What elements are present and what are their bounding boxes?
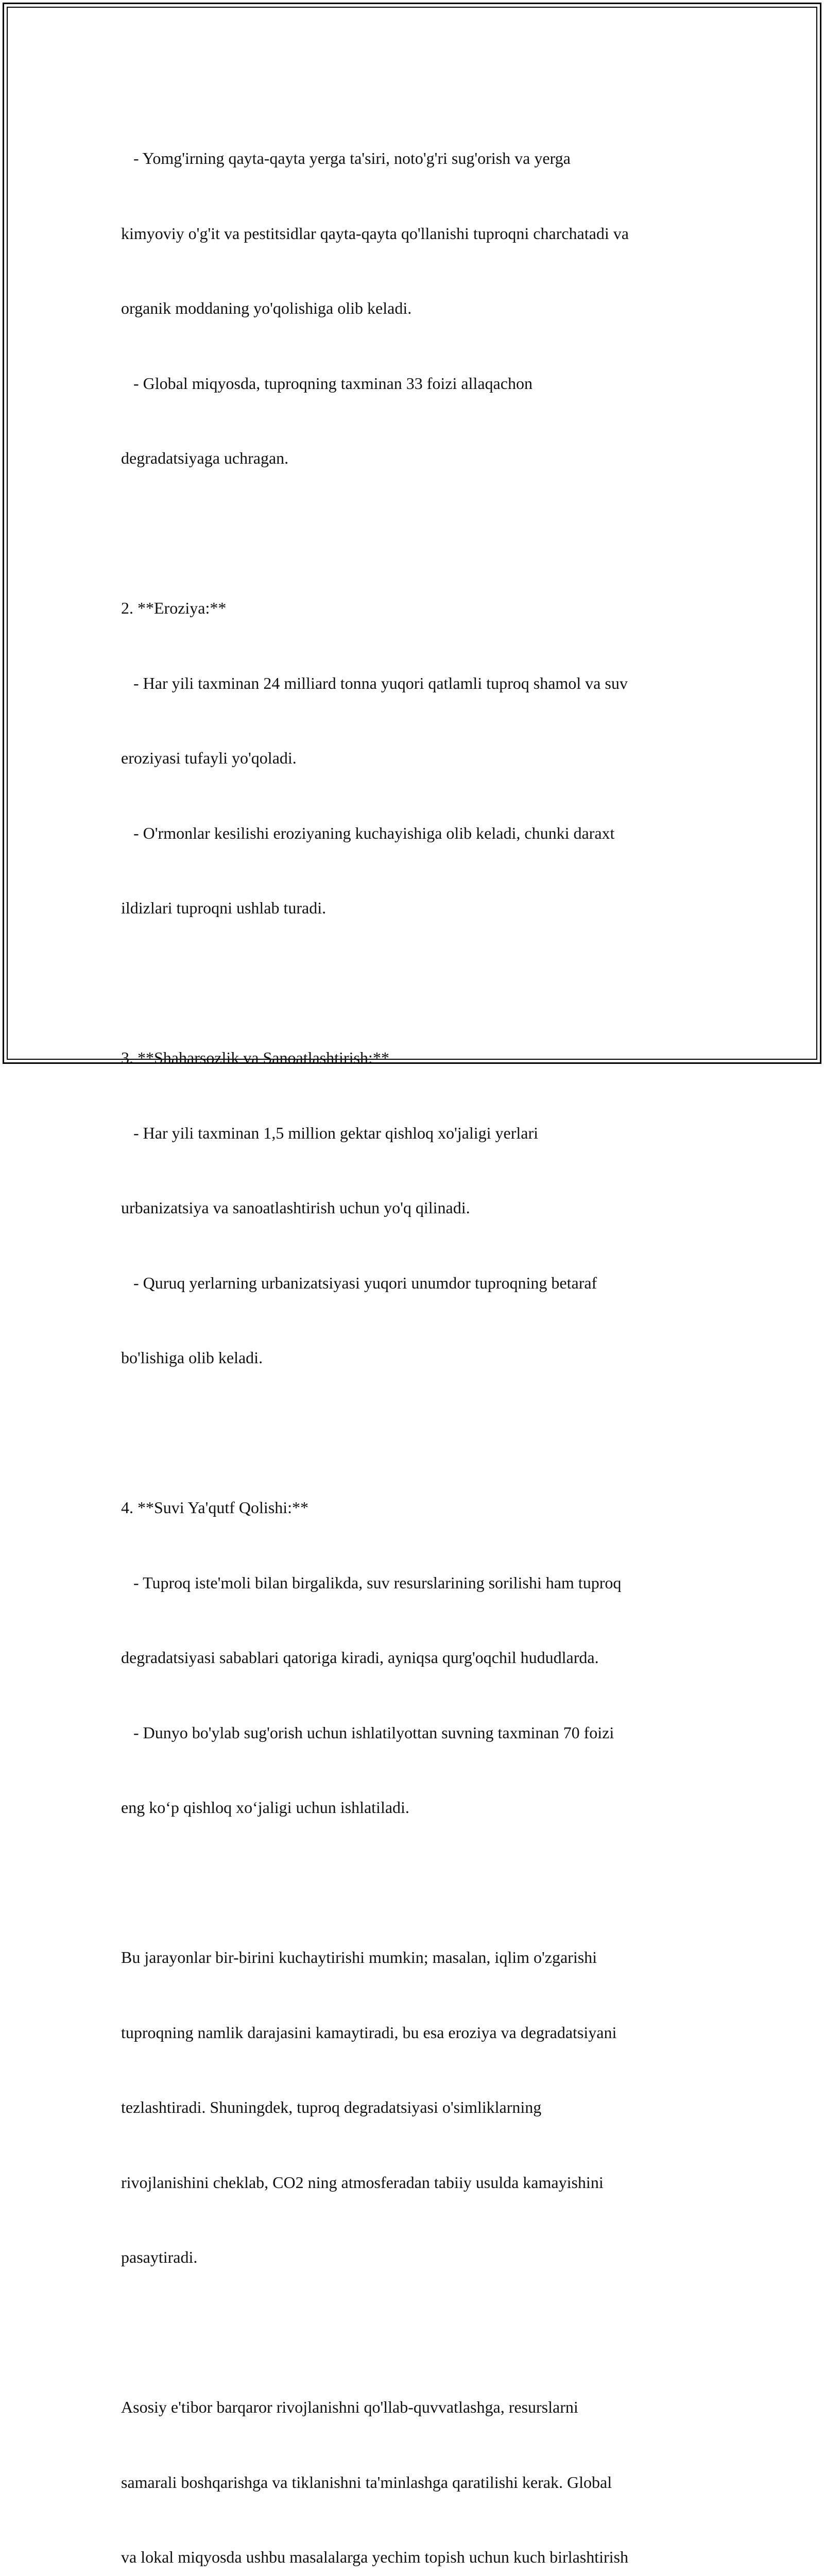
text-line: Bu jarayonlar bir-birini kuchaytirishi mumkin; masalan, iqlim o'zgarishi (121, 1948, 597, 1967)
section-heading: 4. **Suvi Ya'qutf Qolishi:** (121, 1498, 309, 1517)
text-line: Asosiy e'tibor barqaror rivojlanishni qo'llab-quvvatlashga, resurslarni (121, 2398, 578, 2416)
text-line: rivojlanishini cheklab, CO2 ning atmosferadan tabiiy usulda kamayishini (121, 2173, 604, 2192)
text-line: kimyoviy o'g'it va pestitsidlar qayta-qayta qo'llanishi tuproqni charchatadi va (121, 224, 629, 243)
text-line: degradatsiyaga uchragan. (121, 449, 289, 467)
text-line: degradatsiyasi sabablari qatoriga kiradi, ayniqsa qurg'oqchil hududlarda. (121, 1648, 599, 1667)
paragraph-gap (121, 521, 708, 546)
text-line: tuproqning namlik darajasini kamaytiradi, bu esa eroziya va degradatsiyani (121, 2023, 617, 2042)
text-line: ildizlari tuproqni ushlab turadi. (121, 899, 327, 917)
paragraph-gap (121, 1420, 708, 1446)
section-heading: 2. **Eroziya:** (121, 599, 227, 617)
text-line: - Har yili taxminan 24 milliard tonna yuqori qatlamli tuproq shamol va suv (121, 673, 628, 692)
paragraph-gap (121, 1870, 708, 1895)
text-line: - O'rmonlar kesilishi eroziyaning kuchayishiga olib keladi, chunki daraxt (121, 823, 615, 842)
section-heading: 3. **Shaharsozlik va Sanoatlashtirish:** (121, 1048, 389, 1067)
text-line: organik moddaning yo'qolishiga olib keladi. (121, 299, 412, 317)
text-line: eng ko‘p qishloq xo‘jaligi uchun ishlatiladi. (121, 1798, 409, 1817)
text-line: - Tuproq iste'moli bilan birgalikda, suv resurslarining sorilishi ham tuproq (121, 1573, 622, 1592)
document-body (121, 96, 708, 2576)
paragraph-gap (121, 2320, 708, 2345)
text-line: - Yomg'irning qayta-qayta yerga ta'siri, noto'g'ri sug'orish va yerga (121, 149, 571, 167)
paragraph-gap (121, 971, 708, 996)
text-line: urbanizatsiya va sanoatlashtirish uchun yo'q qilinadi. (121, 1198, 470, 1217)
text-line: - Quruq yerlarning urbanizatsiyasi yuqori unumdor tuproqning betaraf (121, 1273, 597, 1292)
text-line: pasaytiradi. (121, 2248, 198, 2266)
text-line: tezlashtiradi. Shuningdek, tuproq degradatsiyasi o'simliklarning (121, 2098, 542, 2116)
text-line: samarali boshqarishga va tiklanishni ta'minlashga qaratilishi kerak. Global (121, 2472, 612, 2492)
text-line: eroziyasi tufayli yo'qoladi. (121, 749, 297, 767)
text-line: - Dunyo bo'ylab sug'orish uchun ishlatilyottan suvning taxminan 70 foizi (121, 1723, 614, 1742)
text-line: - Har yili taxminan 1,5 million gektar qishloq xo'jaligi yerlari (121, 1123, 539, 1142)
text-line: va lokal miqyosda ushbu masalalarga yechim topish uchun kuch birlashtirish (121, 2548, 628, 2566)
text-line: bo'lishiga olib keladi. (121, 1348, 263, 1367)
text-line: - Global miqyosda, tuproqning taxminan 33 foizi allaqachon (121, 374, 533, 393)
